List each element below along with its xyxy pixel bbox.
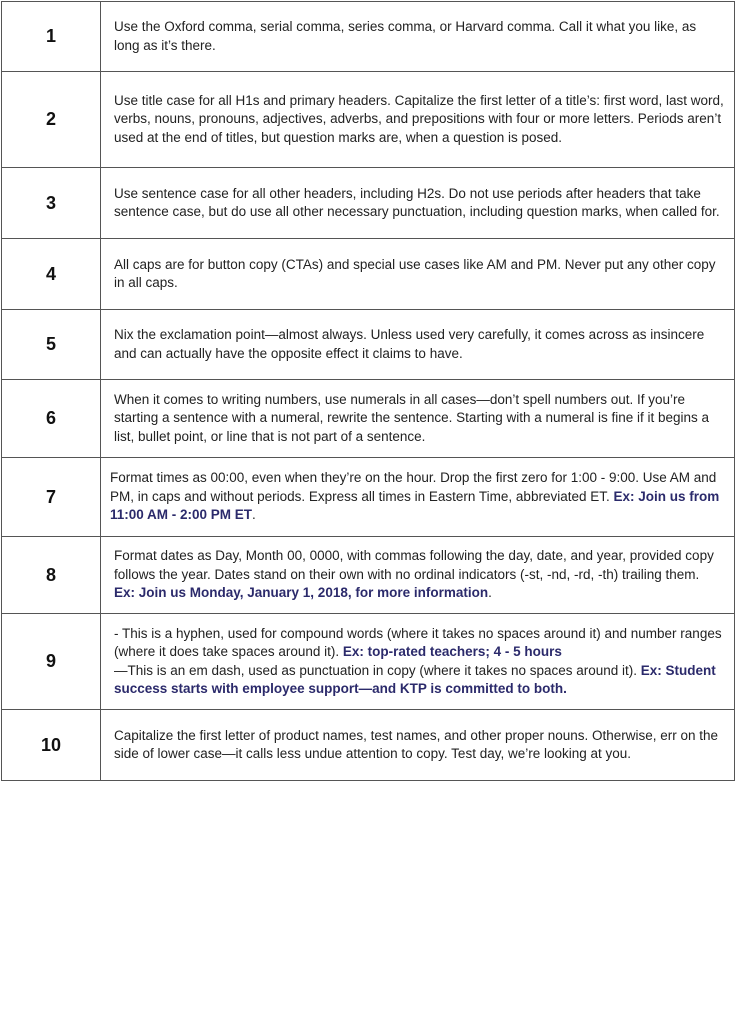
rule-number: 1 (2, 2, 101, 72)
table-row (2, 380, 735, 458)
rule-number: 4 (2, 239, 101, 310)
rule-number: 8 (2, 537, 101, 614)
rule-number: 9 (2, 614, 101, 710)
rule-number: 2 (2, 72, 101, 168)
rule-example: Ex: Join us Monday, January 1, 2018, for more information (114, 585, 489, 601)
rule-text (101, 537, 735, 614)
table-row (2, 168, 735, 239)
rule-text: When it comes to writing numbers, use numerals in all cases—don’t spell numbers out. If you’re starting a sentence with a numeral, rewrite the sentence. Starting with a numeral is fine if it begins a list, bullet point, or line that is not part of a sentence. (101, 380, 735, 458)
table-row (2, 710, 735, 781)
rule-text: Use sentence case for all other headers, including H2s. Do not use periods after headers that take sentence case, but do use all other necessary punctuation, including question marks, when called for. (101, 168, 735, 239)
rule-body: - This is a hyphen, used for compound words (where it takes no spaces around it) and number ranges (where it does take spaces around it). (114, 625, 722, 659)
rule-suffix: . (488, 585, 492, 601)
rule-number: 10 (2, 710, 101, 781)
rule-body: —This is an em dash, used as punctuation in copy (where it takes no spaces around it). (114, 662, 641, 678)
table-row (2, 72, 735, 168)
table-row (2, 239, 735, 310)
rule-number: 5 (2, 310, 101, 380)
rule-text: All caps are for button copy (CTAs) and special use cases like AM and PM. Never put any other copy in all caps. (101, 239, 735, 310)
hyphen-rule (114, 625, 724, 662)
rule-example: Ex: Student success starts with employee support—and KTP is committed to both. (114, 662, 716, 696)
rule-number: 7 (2, 458, 101, 537)
rule-example: Ex: Join us from 11:00 AM - 2:00 PM ET (110, 488, 720, 523)
em-dash-rule (114, 662, 724, 699)
table-row (2, 2, 735, 72)
table-row (2, 614, 735, 710)
rule-text (101, 614, 735, 710)
rule-number: 3 (2, 168, 101, 239)
rule-text (101, 458, 735, 537)
rule-number: 6 (2, 380, 101, 458)
rule-text: Nix the exclamation point—almost always. Unless used very carefully, it comes across as insincere and can actually have the opposite effect it claims to have. (101, 310, 735, 380)
rule-text: Use the Oxford comma, serial comma, series comma, or Harvard comma. Call it what you like, as long as it’s there. (101, 2, 735, 72)
style-rules-table (1, 1, 735, 781)
rule-body: Format dates as Day, Month 00, 0000, with commas following the day, date, and year, provided copy follows the year. Dates stand on their own with no ordinal indicators (-st, -nd, -rd, -th) trailing them. (114, 548, 714, 582)
rule-example: Ex: top-rated teachers; 4 - 5 hours (342, 644, 562, 659)
rule-body: Format times as 00:00, even when they’re on the hour. Drop the first zero for 1:00 - 9:00. Use AM and PM, in caps and without periods. Express all times in Eastern Time, abbreviated ET. (110, 470, 717, 504)
table-row (2, 458, 735, 537)
table-row (2, 537, 735, 614)
rule-suffix: . (252, 507, 256, 523)
rule-text: Capitalize the first letter of product names, test names, and other proper nouns. Otherwise, err on the side of lower case—it calls less undue attention to copy. Test day, we’re looking at you. (101, 710, 735, 781)
rule-text: Use title case for all H1s and primary headers. Capitalize the first letter of a title’s: first word, last word, verbs, nouns, pronouns, adjectives, adverbs, and prepositions with four or more letters. Periods aren’t used at the end of titles, but question marks are, when a question is posed. (101, 72, 735, 168)
table-row (2, 310, 735, 380)
